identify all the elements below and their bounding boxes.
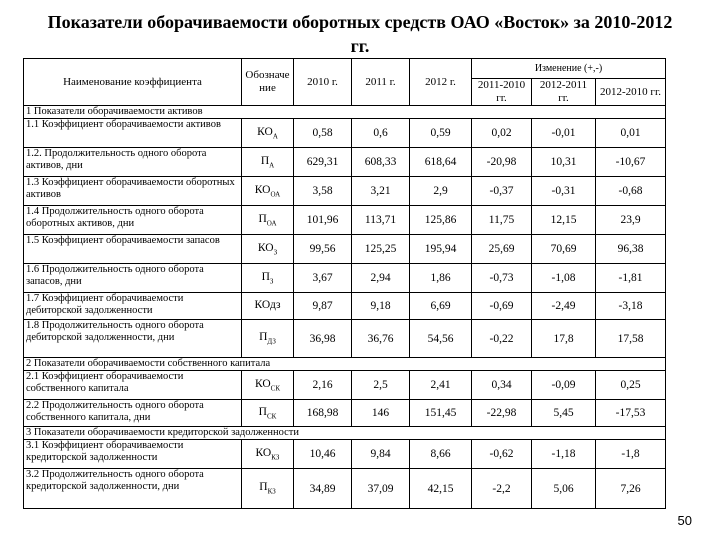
row-value-d3: 0,25: [596, 371, 666, 400]
row-value-d2: -0,09: [532, 371, 596, 400]
row-code: [242, 400, 294, 427]
row-value-d2: -0,01: [532, 119, 596, 148]
row-value-v1: 2,16: [294, 371, 352, 400]
table-row: [24, 264, 666, 293]
row-value-v3: 2,9: [410, 177, 472, 206]
row-value-v2: 113,71: [352, 206, 410, 235]
row-value-d1: -0,69: [472, 293, 532, 320]
table-row: [24, 469, 666, 509]
row-code-subscript: ДЗ: [267, 337, 276, 346]
row-code-subscript: СК: [266, 412, 277, 421]
row-value-d2: 12,15: [532, 206, 596, 235]
row-value-v1: 10,46: [294, 440, 352, 469]
row-code-subscript: КЗ: [271, 453, 280, 462]
row-value-d3: -1,8: [596, 440, 666, 469]
header-change-2011-2010: 2011-2010 гг.: [472, 79, 532, 106]
row-value-v3: 2,41: [410, 371, 472, 400]
row-value-v2: 9,84: [352, 440, 410, 469]
row-value-d2: -0,31: [532, 177, 596, 206]
row-value-v2: 36,76: [352, 320, 410, 358]
row-value-d2: 10,31: [532, 148, 596, 177]
row-value-v2: 2,94: [352, 264, 410, 293]
row-value-v1: 168,98: [294, 400, 352, 427]
row-value-d3: 23,9: [596, 206, 666, 235]
row-code: [242, 469, 294, 509]
header-code: Обозначе ние: [242, 59, 294, 106]
row-value-d2: 17,8: [532, 320, 596, 358]
section-title-s2: 2 Показатели оборачиваемости собственного капитала: [24, 358, 666, 371]
row-value-v2: 608,33: [352, 148, 410, 177]
row-value-d2: -1,08: [532, 264, 596, 293]
row-name: 2.1 Коэффициент оборачиваемости собственного капитала: [24, 371, 242, 400]
row-value-v1: 629,31: [294, 148, 352, 177]
header-2012: 2012 г.: [410, 59, 472, 106]
row-code: [242, 177, 294, 206]
row-name: 1.1 Коэффициент оборачиваемости активов: [24, 119, 242, 148]
row-value-v3: 195,94: [410, 235, 472, 264]
row-name: 1.4 Продолжительность одного оборота оборотных активов, дни: [24, 206, 242, 235]
row-value-d3: -17,53: [596, 400, 666, 427]
row-code-subscript: ОА: [266, 219, 277, 228]
table-row: [24, 119, 666, 148]
page-number: 50: [677, 513, 692, 528]
row-value-v2: 0,6: [352, 119, 410, 148]
row-value-d3: -3,18: [596, 293, 666, 320]
page-title: [0, 10, 720, 58]
row-value-v1: 9,87: [294, 293, 352, 320]
row-value-v2: 37,09: [352, 469, 410, 509]
row-code-main: П: [260, 154, 270, 167]
row-value-d1: 0,02: [472, 119, 532, 148]
row-value-d2: 70,69: [532, 235, 596, 264]
row-code-main: КО: [254, 377, 271, 390]
row-value-v3: 151,45: [410, 400, 472, 427]
row-value-d1: -0,22: [472, 320, 532, 358]
row-value-v3: 8,66: [410, 440, 472, 469]
header-change-2012-2011: 2012-2011 гг.: [532, 79, 596, 106]
row-value-v1: 99,56: [294, 235, 352, 264]
table-row: [24, 320, 666, 358]
row-code-main: КО: [254, 183, 271, 196]
row-value-d2: -1,18: [532, 440, 596, 469]
row-value-v1: 34,89: [294, 469, 352, 509]
row-code-main: П: [258, 405, 267, 418]
row-value-v2: 2,5: [352, 371, 410, 400]
title-line-1: Показатели оборачиваемости оборотных средств ОАО «Восток» за 2010-2012: [47, 12, 673, 32]
row-value-v2: 3,21: [352, 177, 410, 206]
row-value-d1: -2,2: [472, 469, 532, 509]
row-value-v2: 9,18: [352, 293, 410, 320]
row-code: [242, 371, 294, 400]
row-value-v1: 36,98: [294, 320, 352, 358]
section-title-s1: 1 Показатели оборачиваемости активов: [24, 106, 666, 119]
row-code-main: П: [259, 481, 268, 494]
row-value-v3: 125,86: [410, 206, 472, 235]
row-code-subscript: СК: [270, 384, 281, 393]
row-code-main: П: [258, 212, 267, 225]
row-value-v2: 146: [352, 400, 410, 427]
row-value-v3: 6,69: [410, 293, 472, 320]
row-value-d1: -20,98: [472, 148, 532, 177]
row-name: 1.6 Продолжительность одного оборота запасов, дни: [24, 264, 242, 293]
row-code: [242, 235, 294, 264]
row-value-d2: 5,06: [532, 469, 596, 509]
row-name: 1.5 Коэффициент оборачиваемости запасов: [24, 235, 242, 264]
section-row: [24, 358, 666, 371]
row-value-d1: -0,73: [472, 264, 532, 293]
row-code-main: П: [261, 270, 270, 283]
row-code-subscript: З: [273, 248, 278, 257]
row-value-v3: 1,86: [410, 264, 472, 293]
row-value-d3: 17,58: [596, 320, 666, 358]
row-code-subscript: З: [269, 277, 274, 286]
header-name: Наименование коэффициента: [24, 59, 242, 106]
table-row: [24, 440, 666, 469]
row-value-d3: -1,81: [596, 264, 666, 293]
row-name: 3.2 Продолжительность одного оборота кредиторской задолженности, дни: [24, 469, 242, 509]
row-value-d3: 96,38: [596, 235, 666, 264]
row-value-v3: 0,59: [410, 119, 472, 148]
row-code-subscript: КЗ: [267, 487, 276, 496]
row-value-d3: -0,68: [596, 177, 666, 206]
turnover-table: [23, 58, 666, 509]
row-code: [242, 119, 294, 148]
row-value-v1: 0,58: [294, 119, 352, 148]
row-value-d1: 0,34: [472, 371, 532, 400]
title-line-2: гг.: [350, 36, 370, 56]
row-name: 1.7 Коэффициент оборачиваемости дебиторской задолженности: [24, 293, 242, 320]
row-value-d1: -0,62: [472, 440, 532, 469]
row-code: [242, 320, 294, 358]
table-row: [24, 371, 666, 400]
row-code-main: КО: [257, 125, 273, 138]
row-value-v2: 125,25: [352, 235, 410, 264]
row-value-d3: -10,67: [596, 148, 666, 177]
row-value-v3: 54,56: [410, 320, 472, 358]
row-code-main: КО: [257, 241, 274, 254]
table-row: [24, 206, 666, 235]
row-code-subscript: А: [269, 161, 275, 170]
row-value-d1: -22,98: [472, 400, 532, 427]
table-body: [24, 106, 666, 509]
row-value-v1: 3,58: [294, 177, 352, 206]
row-name: 1.3 Коэффициент оборачиваемости оборотных активов: [24, 177, 242, 206]
row-code-main: КО: [255, 446, 272, 459]
row-code: [242, 148, 294, 177]
row-name: 3.1 Коэффициент оборачиваемости кредиторской задолженности: [24, 440, 242, 469]
section-row: [24, 106, 666, 119]
row-value-d2: 5,45: [532, 400, 596, 427]
row-value-d1: -0,37: [472, 177, 532, 206]
row-code-subscript: ОА: [270, 190, 281, 199]
section-title-s3: 3 Показатели оборачиваемости кредиторской задолженности: [24, 427, 666, 440]
row-code-main: КОдз: [254, 298, 281, 311]
row-name: 1.2. Продолжительность одного оборота активов, дни: [24, 148, 242, 177]
row-code: [242, 293, 294, 320]
table-row: [24, 235, 666, 264]
row-code: [242, 264, 294, 293]
row-code: [242, 440, 294, 469]
row-code: [242, 206, 294, 235]
table-row: [24, 400, 666, 427]
header-2010: 2010 г.: [294, 59, 352, 106]
header-2011: 2011 г.: [352, 59, 410, 106]
table-row: [24, 148, 666, 177]
row-name: 1.8 Продолжительность одного оборота дебиторской задолженности, дни: [24, 320, 242, 358]
row-name: 2.2 Продолжительность одного оборота собственного капитала, дни: [24, 400, 242, 427]
row-code-subscript: А: [272, 132, 278, 141]
section-row: [24, 427, 666, 440]
row-value-d1: 11,75: [472, 206, 532, 235]
row-value-d3: 0,01: [596, 119, 666, 148]
row-value-d3: 7,26: [596, 469, 666, 509]
header-change-2012-2010: 2012-2010 гг.: [596, 79, 666, 106]
table-row: [24, 177, 666, 206]
row-value-v1: 101,96: [294, 206, 352, 235]
row-value-v3: 42,15: [410, 469, 472, 509]
row-code-main: П: [259, 331, 268, 344]
row-value-v3: 618,64: [410, 148, 472, 177]
table-row: [24, 293, 666, 320]
row-value-d1: 25,69: [472, 235, 532, 264]
row-value-d2: -2,49: [532, 293, 596, 320]
row-value-v1: 3,67: [294, 264, 352, 293]
header-change: Изменение (+,-): [472, 59, 666, 79]
